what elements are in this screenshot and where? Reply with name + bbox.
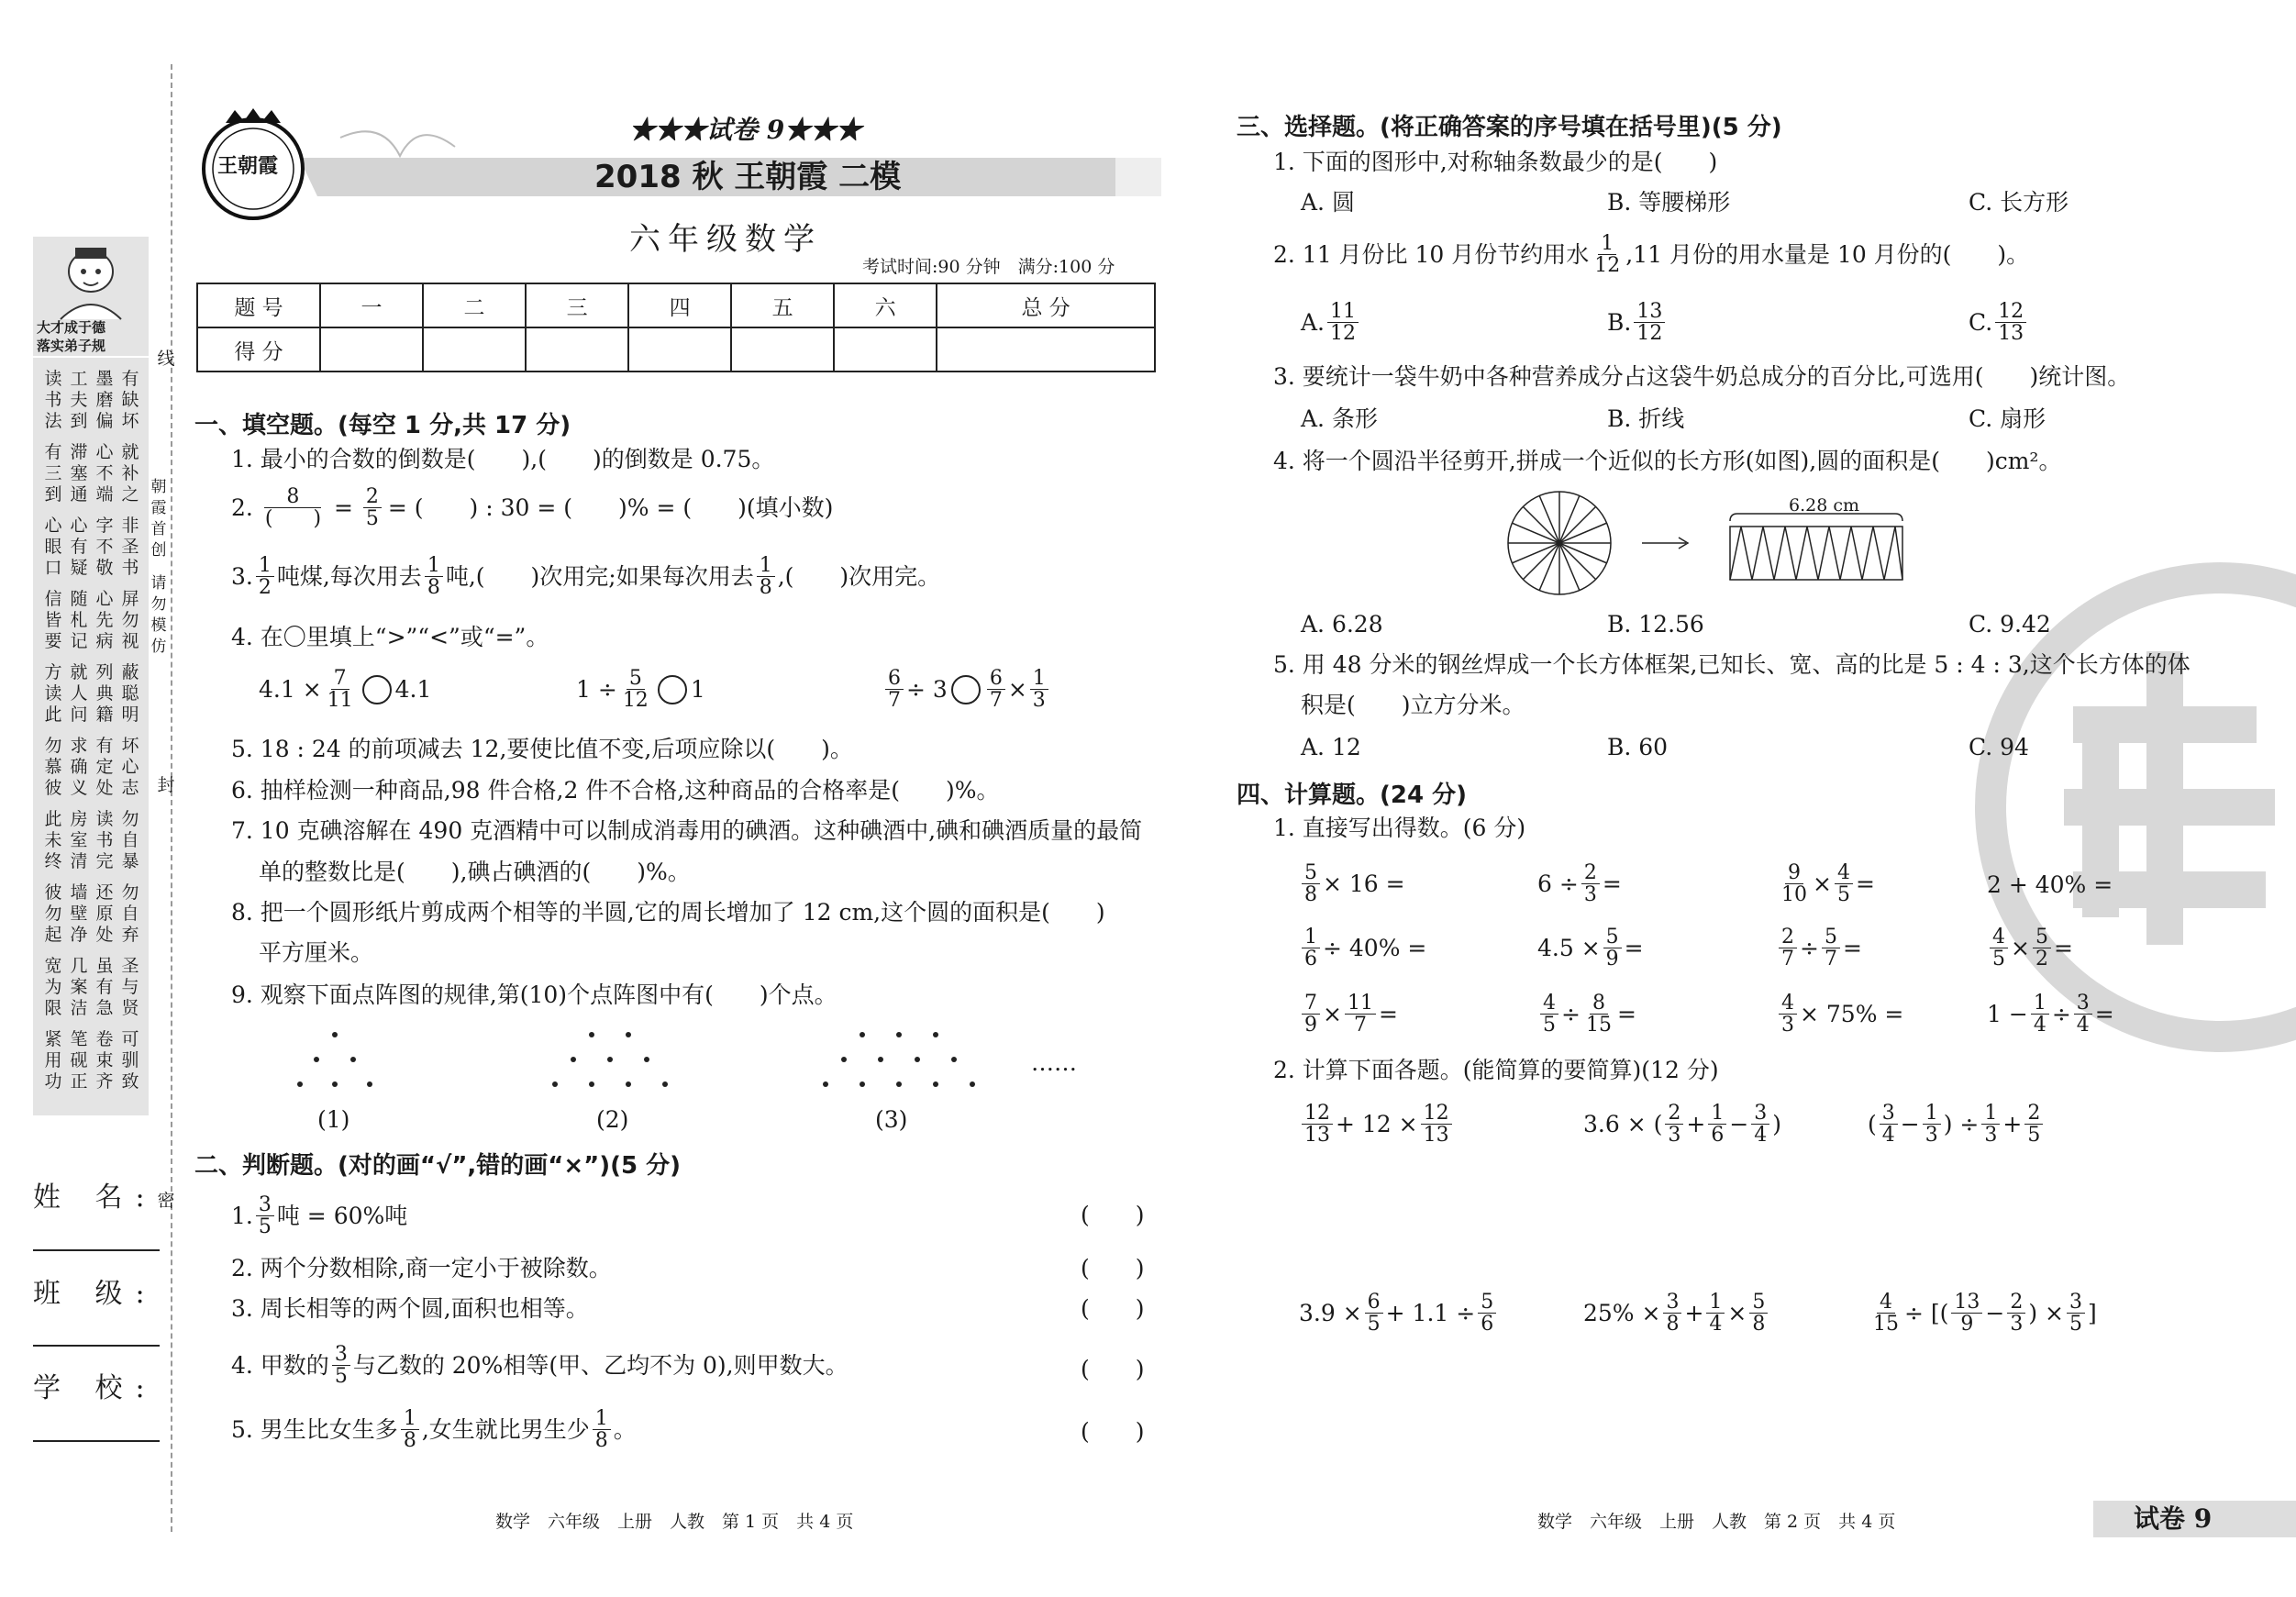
dizigui-column: 信皆要 <box>44 589 62 651</box>
calc-item: 2 + 40% = <box>1987 871 2113 898</box>
s1-q4-item-a: 4.1 × $\frac{7}{11}$ 4.1 <box>259 667 432 713</box>
dizigui-column: 彼勿起 <box>44 882 62 945</box>
s1-q4: 4. 在〇里填上“>”“<”或“=”。 <box>231 624 549 650</box>
dizigui-column: 圣与贤 <box>121 956 139 1018</box>
dot-label-1: (1) <box>317 1106 350 1133</box>
s3-q5-line1: 5. 用 48 分米的钢丝焊成一个长方体框架,已知长、宽、高的比是 5 : 4 : 3,这个长方体的体 <box>1273 651 2191 678</box>
score-header-cell: 一 <box>320 283 423 327</box>
dizigui-column: 有三到 <box>44 442 62 505</box>
school-field-line[interactable] <box>33 1440 160 1442</box>
dizigui-column: 虽有急 <box>95 956 114 1018</box>
s1-q3: 3. $\frac{1}{2}$ 吨煤,每次用去 $\frac{1}{8}$ 吨,( )次用完;如果每次用去 $\frac{1}{8}$ ,( )次用完。 <box>231 554 941 600</box>
calc-item: 4.5 × $\frac{5}{9}$ = <box>1537 926 1644 971</box>
s1-q4-item-c: $\frac{6}{7}$ ÷ 3 $\frac{6}{7}$ × $\frac{1}{3}$ <box>882 668 1051 711</box>
calc-item: $\frac{4}{5}$ ÷ $\frac{8}{15}$ = <box>1537 993 1636 1036</box>
s3-q2-opt-b[interactable]: B. $\frac{13}{12}$ <box>1607 301 1668 344</box>
calc-item: $\frac{7}{9}$ × $\frac{11}{7}$ = <box>1299 993 1398 1036</box>
score-input-cell[interactable] <box>834 327 937 372</box>
score-header-cell: 四 <box>628 283 731 327</box>
s3-q2-opt-c-label: C. <box>1969 309 1993 337</box>
calc-item: $\frac{5}{8}$ × 16 = <box>1299 862 1405 905</box>
school-field-label: 学 校: <box>33 1372 158 1404</box>
class-field-label: 班 级: <box>33 1278 158 1310</box>
calc-item: 3.9 × $\frac{6}{5}$ + 1.1 ÷ $\frac{5}{6}$ <box>1299 1292 1499 1335</box>
s3-q2-a: 2. 11 月份比 10 月份节约用水 <box>1273 241 1590 269</box>
dizigui-column: 随札记 <box>70 589 88 651</box>
score-header-cell: 总 分 <box>937 283 1155 327</box>
s2-q4-a: 4. 甲数的 <box>231 1352 329 1380</box>
paper-number: ★★★试卷 9★★★ <box>629 115 862 145</box>
s3-q1-opt-c[interactable]: C. 长方形 <box>1969 189 2069 216</box>
dizigui-column: 就人问 <box>70 662 88 725</box>
score-input-cell[interactable] <box>526 327 628 372</box>
s2-q1-a: 1. <box>231 1203 253 1230</box>
dizigui-column: 方读此 <box>44 662 62 725</box>
calc-item: 3.6 × ( $\frac{2}{3}$ + $\frac{1}{6}$ − $\frac{3}{4}$ ) <box>1583 1102 1782 1148</box>
s1-q3-b: 吨煤,每次用去 <box>276 563 422 591</box>
s1-q4-b-right: 1 <box>690 676 705 704</box>
compare-circle[interactable] <box>951 675 981 704</box>
dot-pattern-figure <box>275 1018 1009 1092</box>
s2-q5: 5. 男生比女生多 $\frac{1}{8}$ ,女生就比男生少 $\frac{1}{8}$ 。 <box>231 1407 637 1453</box>
calc-item: $\frac{4}{3}$ × 75% = <box>1776 993 1903 1036</box>
score-input-cell[interactable] <box>423 327 526 372</box>
calc-item: $\frac{9}{10}$ × $\frac{4}{5}$ = <box>1781 861 1875 907</box>
section4-heading: 四、计算题。(24 分) <box>1237 782 1467 809</box>
s2-q5-b: ,女生就比男生少 <box>421 1416 590 1444</box>
s4-sub2: 2. 计算下面各题。(能简算的要简算)(12 分) <box>1273 1057 1719 1083</box>
paper-title: 2018 秋 王朝霞 二模 <box>594 159 902 195</box>
dizigui-column: 求确义 <box>70 736 88 798</box>
s3-q5-line2: 积是( )立方分米。 <box>1301 692 1525 718</box>
s3-q1-opt-b[interactable]: B. 等腰梯形 <box>1607 189 1731 216</box>
s1-q1: 1. 最小的合数的倒数是( ),( )的倒数是 0.75。 <box>231 446 775 472</box>
s3-q2-opt-c[interactable]: C. $\frac{12}{13}$ <box>1969 301 2029 344</box>
s3-q1-opt-a[interactable]: A. 圆 <box>1301 189 1355 216</box>
scholar-mascot-icon <box>33 237 149 321</box>
dizigui-column: 屏勿视 <box>121 589 139 651</box>
s1-q7-line1: 7. 10 克碘溶解在 490 克酒精中可以制成消毒用的碘酒。这种碘酒中,碘和碘酒质量的最简 <box>231 817 1143 844</box>
dizigui-column: 可驯致 <box>121 1029 139 1092</box>
s1-q3-a: 3. <box>231 563 253 591</box>
calc-item: $\frac{1}{6}$ ÷ 40% = <box>1299 926 1426 970</box>
dizigui-column: 紧用功 <box>44 1029 62 1092</box>
s1-q2: 2. $\frac{8}{( )}$ = $\frac{2}{5}$ = ( ) : 30 = ( )% = ( )(填小数) <box>231 485 834 531</box>
motto-panel <box>33 237 149 356</box>
s3-q5-opt-a[interactable]: A. 12 <box>1301 734 1361 760</box>
calc-item: ( $\frac{3}{4}$ − $\frac{1}{3}$ ) ÷ $\frac{1}{3}$ + $\frac{2}{5}$ <box>1868 1103 2046 1146</box>
dizigui-column: 列典籍 <box>95 662 114 725</box>
dizigui-column: 心眼口 <box>44 516 62 578</box>
vertical-note-2: 请勿模仿 <box>150 574 167 656</box>
s3-q4: 4. 将一个圆沿半径剪开,拼成一个近似的长方形(如图),圆的面积是( )cm²。 <box>1273 448 2062 474</box>
calc-item: 1 − $\frac{1}{4}$ ÷ $\frac{3}{4}$ = <box>1987 992 2114 1037</box>
s3-q2-opt-a-label: A. <box>1301 309 1325 337</box>
name-field-label: 姓 名: <box>33 1181 158 1214</box>
s1-q7-line2: 单的整数比是( ),碘占碘酒的( )%。 <box>259 859 691 885</box>
dizigui-column: 勿自弃 <box>121 882 139 945</box>
subject-title: 六年级数学 <box>629 221 822 258</box>
score-header-cell: 六 <box>834 283 937 327</box>
score-input-cell[interactable] <box>731 327 834 372</box>
score-header-cell: 五 <box>731 283 834 327</box>
dizigui-column: 房室清 <box>70 809 88 871</box>
s3-q5-opt-c[interactable]: C. 94 <box>1969 734 2029 760</box>
seal-mark-seal: 封 <box>157 775 175 795</box>
compare-circle[interactable] <box>362 675 392 704</box>
calc-item: $\frac{2}{7}$ ÷ $\frac{5}{7}$ = <box>1776 926 1862 970</box>
s2-q5-c: 。 <box>613 1416 637 1444</box>
seal-mark-secret: 密 <box>157 1191 175 1211</box>
corner-tag: 试卷 9 <box>2134 1503 2213 1534</box>
section2-heading: 二、判断题。(对的画“√”,错的画“×”)(5 分) <box>194 1152 682 1180</box>
score-input-cell[interactable] <box>320 327 423 372</box>
judge-blank-3[interactable]: ( ) <box>1081 1295 1145 1322</box>
s3-q2-b: ,11 月份的用水量是 10 月份的( )。 <box>1625 241 2030 269</box>
s1-q4-a-left: 4.1 × <box>259 676 322 704</box>
s3-q2-opt-b-label: B. <box>1607 309 1632 337</box>
s1-q9: 9. 观察下面点阵图的规律,第(10)个点阵图中有( )个点。 <box>231 981 837 1008</box>
name-field-line[interactable] <box>33 1249 160 1251</box>
judge-blank-2[interactable]: ( ) <box>1081 1255 1145 1281</box>
judge-blank-5[interactable]: ( ) <box>1081 1418 1145 1445</box>
dizigui-column: 还原处 <box>95 882 114 945</box>
s3-q3-opt-c[interactable]: C. 扇形 <box>1969 405 2046 432</box>
s2-q4: 4. 甲数的 $\frac{3}{5}$ 与乙数的 20%相等(甲、乙均不为 0),则甲数大。 <box>231 1343 849 1389</box>
dizigui-column: 有定处 <box>95 736 114 798</box>
s1-q2-prefix: 2. <box>231 494 253 522</box>
s3-q4-opt-b[interactable]: B. 12.56 <box>1607 611 1704 638</box>
section3-heading: 三、选择题。(将正确答案的序号填在括号里)(5 分) <box>1237 114 1782 141</box>
s4-sub1: 1. 直接写出得数。(6 分) <box>1273 815 1526 841</box>
s1-q4-c-times: × <box>1007 676 1027 704</box>
dizigui-column: 读书法 <box>44 369 62 431</box>
dizigui-column: 读书完 <box>95 809 114 871</box>
dizigui-column: 宽为限 <box>44 956 62 1018</box>
s1-q5: 5. 18 : 24 的前项减去 12,要使比值不变,后项应除以( )。 <box>231 736 853 762</box>
dot-label-3: (3) <box>875 1106 908 1133</box>
score-header-cell: 二 <box>423 283 526 327</box>
dizigui-column: 心有疑 <box>70 516 88 578</box>
judge-blank-1[interactable]: ( ) <box>1081 1202 1145 1228</box>
dot-label-2: (2) <box>596 1106 629 1133</box>
s1-q4-a-right: 4.1 <box>394 676 432 704</box>
calc-item: 25% × $\frac{3}{8}$ + $\frac{1}{4}$ × $\frac{5}{8}$ <box>1583 1292 1770 1335</box>
circle-to-rectangle-figure <box>1504 486 1926 605</box>
score-table <box>196 283 1156 372</box>
s1-q3-d: ,( )次用完。 <box>777 563 941 591</box>
calc-item: $\frac{4}{15}$ ÷ [( $\frac{13}{9}$ − $\frac{2}{3}$ ) × $\frac{3}{5}$ ] <box>1873 1291 2097 1336</box>
motto-line-2: 落实弟子规 <box>37 338 106 354</box>
s1-q3-c: 吨,( )次用完;如果每次用去 <box>445 563 754 591</box>
exam-info: 考试时间:90 分钟 满分:100 分 <box>862 257 1115 277</box>
s1-q4-b-left: 1 ÷ <box>576 676 617 704</box>
dizigui-column: 笔砚正 <box>70 1029 88 1092</box>
dizigui-column: 墙壁净 <box>70 882 88 945</box>
dot-ellipsis: …… <box>1031 1049 1077 1076</box>
dizigui-column: 勿慕彼 <box>44 736 62 798</box>
logo-text: 王朝霞 <box>217 154 279 178</box>
s2-q3: 3. 周长相等的两个圆,面积也相等。 <box>231 1295 589 1322</box>
score-label-cell: 得 分 <box>197 327 320 372</box>
score-header-cell: 题 号 <box>197 283 320 327</box>
calc-item: 6 ÷ $\frac{2}{3}$ = <box>1537 861 1622 907</box>
s3-q3: 3. 要统计一袋牛奶中各种营养成分占这袋牛奶总成分的百分比,可选用( )统计图。 <box>1273 363 2131 390</box>
dizigui-column: 勿自暴 <box>121 809 139 871</box>
s2-q4-b: 与乙数的 20%相等(甲、乙均不为 0),则甲数大。 <box>352 1352 849 1380</box>
vertical-note-1: 朝霞首创 <box>150 478 167 560</box>
s1-q8-line1: 8. 把一个圆形纸片剪成两个相等的半圆,它的周长增加了 12 cm,这个圆的面积是( ) <box>231 899 1105 926</box>
seal-mark-line: 线 <box>157 349 175 369</box>
s2-q5-a: 5. 男生比女生多 <box>231 1416 398 1444</box>
s3-q3-opt-b[interactable]: B. 折线 <box>1607 405 1685 432</box>
dizigui-column: 心不端 <box>95 442 114 505</box>
class-field-line[interactable] <box>33 1345 160 1347</box>
score-header-cell: 三 <box>526 283 628 327</box>
s3-q4-opt-a[interactable]: A. 6.28 <box>1301 611 1383 638</box>
s1-q2-rest: = ( ) : 30 = ( )% = ( )(填小数) <box>387 494 834 522</box>
compare-circle[interactable] <box>658 675 687 704</box>
dizigui-column: 工夫到 <box>70 369 88 431</box>
s3-q2: 2. 11 月份比 10 月份节约用水 $\frac{1}{12}$ ,11 月份的用水量是 10 月份的( )。 <box>1273 232 2030 278</box>
dizigui-column: 墨磨偏 <box>95 369 114 431</box>
dizigui-column: 蔽聪明 <box>121 662 139 725</box>
s1-q4-c-mid: ÷ 3 <box>906 676 948 704</box>
s3-q4-opt-c[interactable]: C. 9.42 <box>1969 611 2051 638</box>
section1-heading: 一、填空题。(每空 1 分,共 17 分) <box>194 412 571 439</box>
dizigui-column: 非圣书 <box>121 516 139 578</box>
calc-item: $\frac{4}{5}$ × $\frac{5}{2}$ = <box>1987 926 2073 970</box>
dizigui-column: 坏心志 <box>121 736 139 798</box>
s3-q1: 1. 下面的图形中,对称轴条数最少的是( ) <box>1273 149 1718 175</box>
s3-q2-opt-a[interactable]: A. $\frac{11}{12}$ <box>1301 301 1361 344</box>
footer-right: 数学 六年级 上册 人教 第 2 页 共 4 页 <box>1537 1512 1896 1532</box>
s1-q4-item-b: 1 ÷ $\frac{5}{12}$ 1 <box>576 667 705 713</box>
figure-length-label: 6.28 cm <box>1789 495 1860 516</box>
dizigui-column: 卷束齐 <box>95 1029 114 1092</box>
score-input-cell[interactable] <box>937 327 1155 372</box>
calc-item: $\frac{12}{13}$ + 12 × $\frac{12}{13}$ <box>1299 1103 1455 1146</box>
s1-q6: 6. 抽样检测一种商品,98 件合格,2 件不合格,这种商品的合格率是( )%。 <box>231 777 1000 804</box>
dizigui-column: 有缺坏 <box>121 369 139 431</box>
dizigui-column: 几案洁 <box>70 956 88 1018</box>
s3-q5-opt-b[interactable]: B. 60 <box>1607 734 1669 760</box>
motto-line-1: 大才成于德 <box>37 319 106 336</box>
judge-blank-4[interactable]: ( ) <box>1081 1356 1145 1382</box>
s2-q2: 2. 两个分数相除,商一定小于被除数。 <box>231 1255 612 1281</box>
dizigui-column: 就补之 <box>121 442 139 505</box>
s3-q3-opt-a[interactable]: A. 条形 <box>1301 405 1378 432</box>
dizigui-column: 心先病 <box>95 589 114 651</box>
dizigui-column: 此未终 <box>44 809 62 871</box>
dizigui-column: 滞塞通 <box>70 442 88 505</box>
s1-q8-line2: 平方厘米。 <box>259 939 374 966</box>
score-input-cell[interactable] <box>628 327 731 372</box>
s2-q1-b: 吨 = 60%吨 <box>276 1203 408 1230</box>
dizigui-column: 字不敬 <box>95 516 114 578</box>
footer-left: 数学 六年级 上册 人教 第 1 页 共 4 页 <box>495 1512 854 1532</box>
s2-q1: 1. $\frac{3}{5}$ 吨 = 60%吨 <box>231 1193 408 1239</box>
